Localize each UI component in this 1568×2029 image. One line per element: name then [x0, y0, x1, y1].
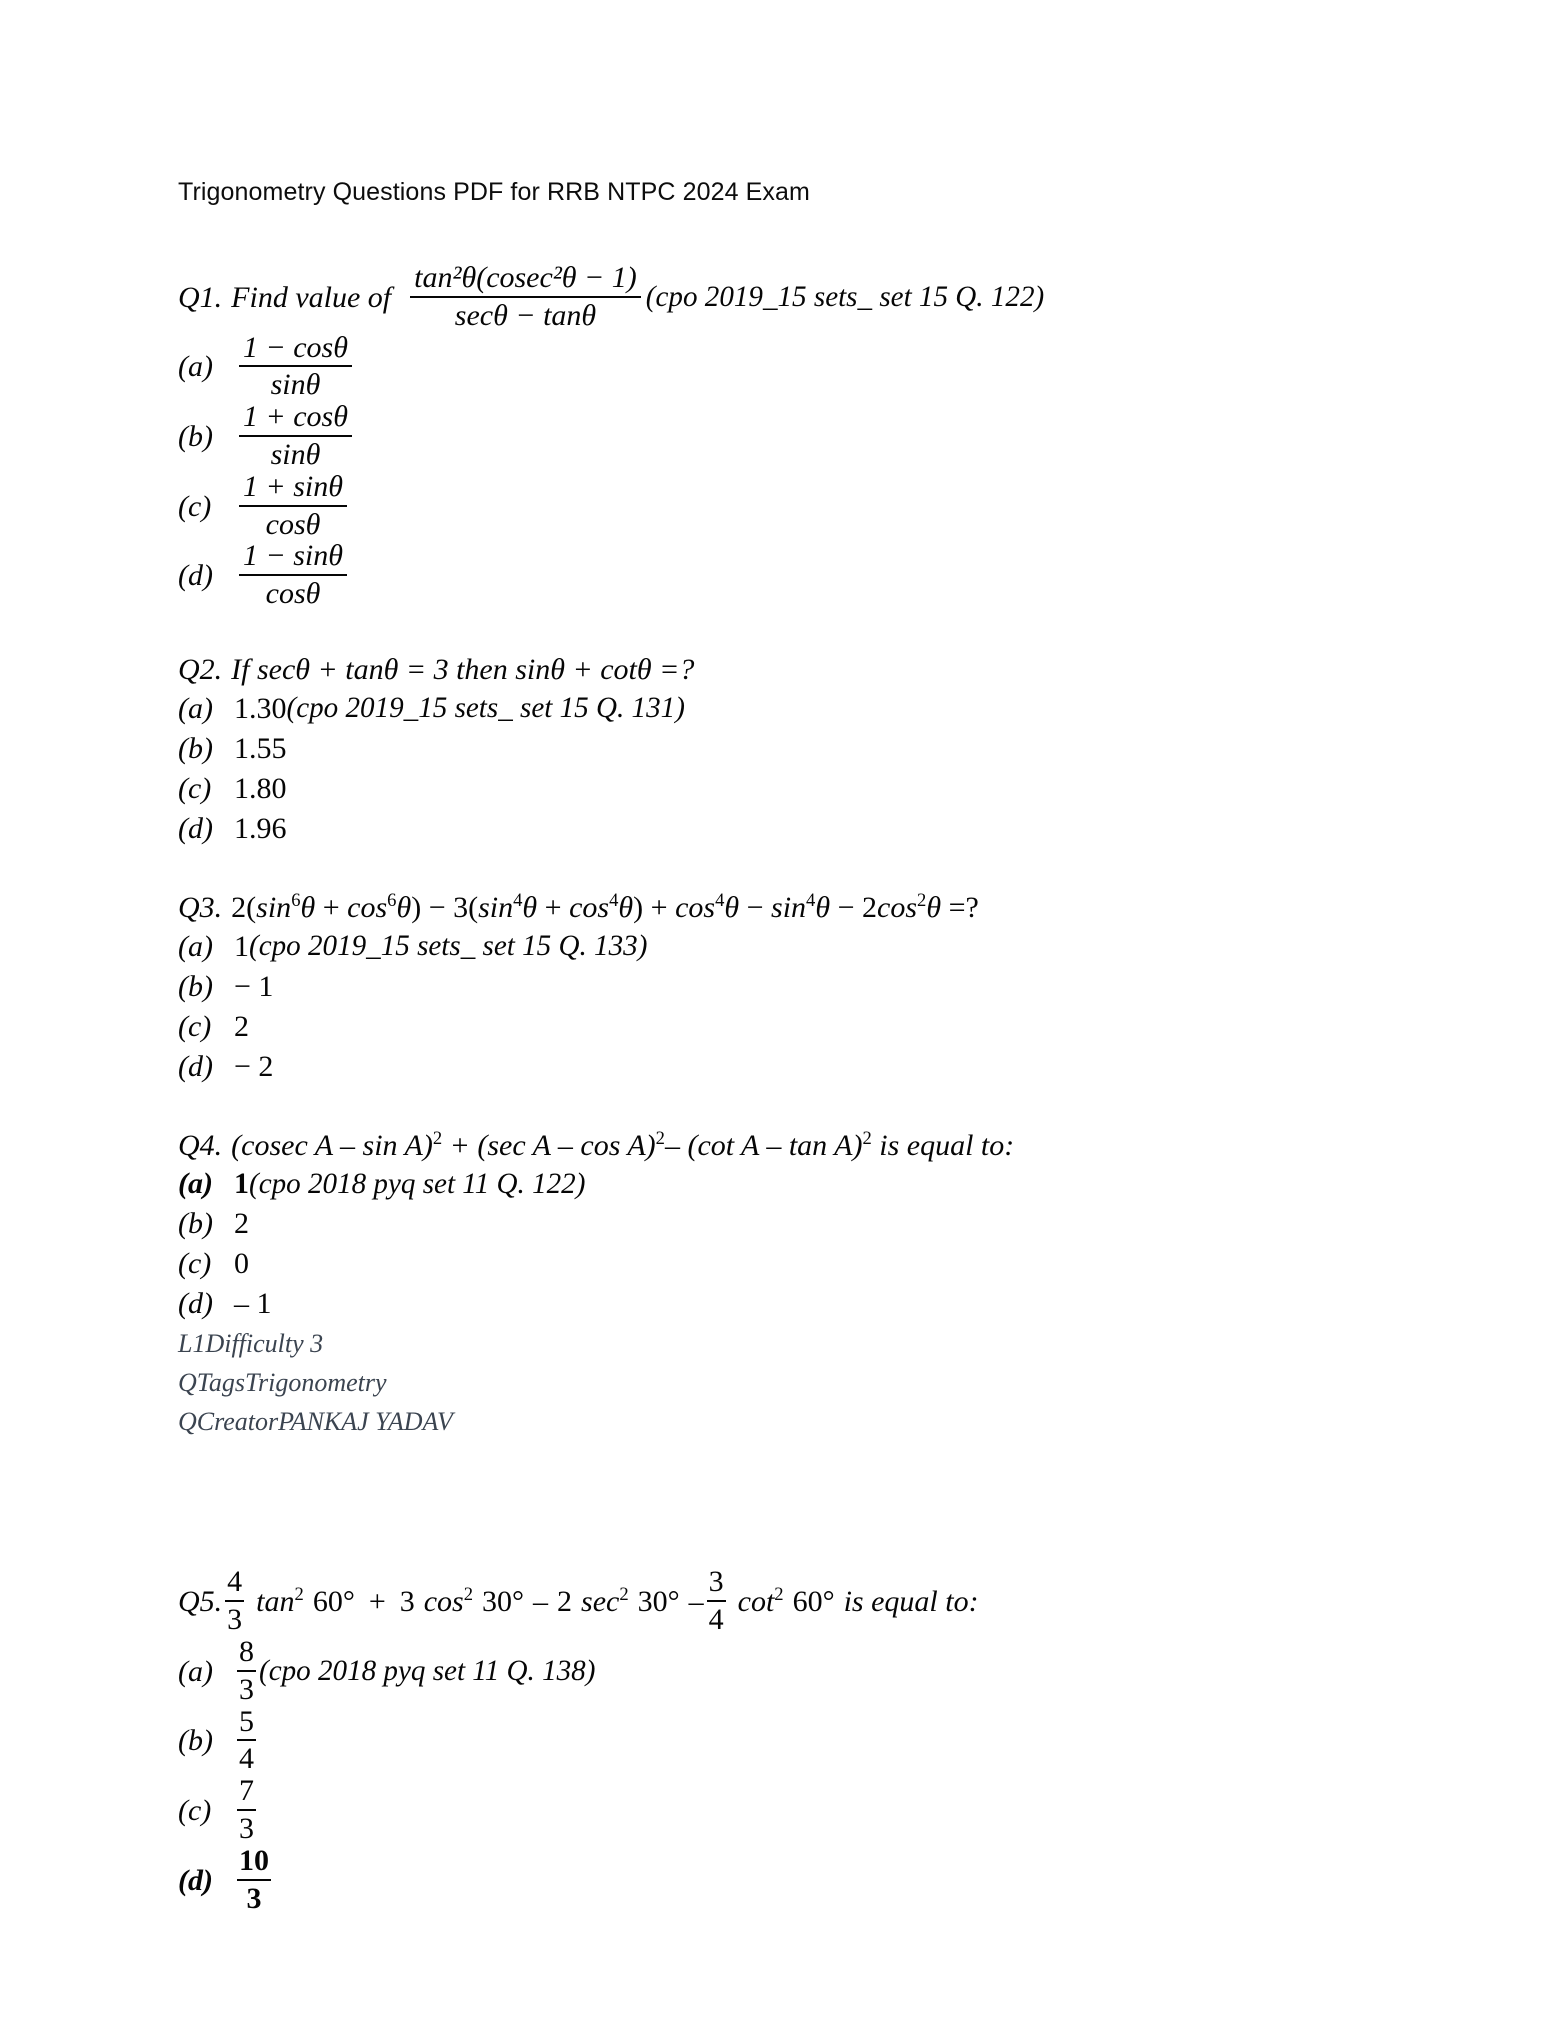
fraction-numerator: 1 − cosθ [243, 330, 348, 364]
option-row[interactable] [178, 1634, 1408, 1707]
option-row[interactable] [178, 769, 1408, 809]
option-value: 1.30 [234, 691, 287, 725]
stem-fraction-q1 [410, 262, 641, 332]
fraction-denominator: cosθ [265, 507, 321, 541]
option-label: (d) [178, 1049, 213, 1083]
angle-3-q5: 30° [637, 1585, 680, 1619]
option-fraction [237, 1706, 256, 1776]
fraction-denominator: 4 [708, 1603, 724, 1637]
option-row[interactable] [178, 1007, 1408, 1047]
option-fraction [239, 540, 347, 610]
fraction-bar [239, 574, 347, 576]
angle-2-q5: 30° [482, 1585, 525, 1619]
question-stem-q2 [178, 651, 1408, 689]
stem-fraction-1-q5 [225, 1566, 244, 1636]
fraction-numerator: 3 [708, 1565, 724, 1599]
option-label: (a) [178, 350, 213, 384]
question-stem-text-q4: (cosec A – sin A)$^2$ + (sec A – cos A)$^2$– (cot A – tan A)$^2$ is equal to: [231, 1127, 1015, 1162]
fraction-bar [237, 1670, 256, 1672]
option-fraction [237, 1775, 256, 1845]
fraction-bar [239, 435, 352, 437]
fraction-denominator: secθ − tanθ [454, 298, 597, 332]
fraction-denominator: 3 [246, 1881, 262, 1915]
coef-2-q5: 3 [399, 1585, 415, 1619]
option-row[interactable] [178, 1284, 1408, 1324]
option-label: (d) [178, 811, 213, 845]
question-block-q4 [178, 1127, 1408, 1442]
fraction-denominator: 3 [239, 1811, 254, 1845]
fraction-bar [410, 296, 641, 298]
question-stem-text-q2: If secθ + tanθ = 3 then sinθ + cotθ =? [231, 652, 695, 686]
metadata-difficulty: L1Difficulty 3 [178, 1329, 324, 1359]
option-fraction [239, 471, 347, 541]
operator-minus-1-q5: – [533, 1585, 549, 1619]
fraction-numerator: 5 [239, 1704, 254, 1738]
option-row[interactable] [178, 689, 1408, 729]
angle-4-q5: 60° [792, 1585, 835, 1619]
option-label: (b) [178, 1724, 213, 1758]
fraction-bar [237, 1879, 271, 1881]
option-row[interactable] [178, 967, 1408, 1007]
option-row[interactable] [178, 1843, 1408, 1916]
option-label: (b) [178, 731, 213, 765]
option-label: (c) [178, 1247, 212, 1281]
fraction-bar [225, 1600, 244, 1602]
option-fraction [237, 1636, 256, 1706]
fraction-denominator: sinθ [270, 437, 321, 471]
page-title: Trigonometry Questions PDF for RRB NTPC 2024 Exam [178, 178, 810, 206]
option-row[interactable] [178, 1244, 1408, 1284]
coef-3-q5: 2 [557, 1585, 573, 1619]
option-fraction [237, 1845, 271, 1915]
option-value: 2 [234, 1009, 249, 1043]
option-label: (d) [178, 1287, 213, 1321]
option-value: 1 [234, 929, 249, 963]
fraction-numerator: 4 [227, 1565, 243, 1599]
option-row[interactable] [178, 1776, 1408, 1846]
fraction-denominator: sinθ [270, 368, 321, 402]
option-value: − 2 [234, 1049, 274, 1083]
question-block-q1 [178, 263, 1408, 611]
option-value: − 1 [234, 969, 274, 1003]
option-label: (b) [178, 1207, 213, 1241]
option-label: (c) [178, 489, 212, 523]
question-number-q3: Q3. [178, 890, 223, 924]
citation-q1: (cpo 2019_15 sets_ set 15 Q. 122) [645, 281, 1045, 314]
question-block-q2 [178, 651, 1408, 849]
question-block-q5 [178, 1567, 1408, 1915]
option-label: (a) [178, 1654, 213, 1688]
fraction-numerator: 10 [239, 1843, 269, 1877]
option-value: 0 [234, 1247, 249, 1281]
question-number-q1: Q1. [178, 280, 223, 314]
option-label: (a) [178, 929, 213, 963]
option-fraction [239, 401, 352, 471]
fraction-numerator: 8 [239, 1634, 254, 1668]
term-tan-q5: $\tan^2$ [256, 1584, 304, 1619]
fraction-bar [707, 1600, 726, 1602]
fraction-numerator: tan²θ(cosec²θ − 1) [414, 261, 637, 294]
citation-q2: (cpo 2019_15 sets_ set 15 Q. 131) [286, 692, 685, 725]
fraction-numerator: 1 − sinθ [243, 539, 343, 573]
option-value: – 1 [234, 1287, 272, 1321]
option-label: (a) [178, 691, 213, 725]
option-row[interactable] [178, 469, 1408, 542]
term-cos-q5: $\cos^2$ [423, 1584, 474, 1619]
option-row[interactable] [178, 330, 1408, 403]
option-value: 1.55 [234, 731, 287, 765]
option-row[interactable] [178, 1164, 1408, 1204]
question-stem-q1 [178, 263, 1408, 333]
term-sec-q5: $\sec^2$ [581, 1584, 629, 1619]
document-content [178, 178, 1408, 1955]
question-stem-tail-q5: is equal to: [843, 1585, 979, 1619]
operator-minus-2-q5: – [688, 1585, 704, 1619]
fraction-denominator: 3 [227, 1603, 243, 1637]
option-label: (c) [178, 771, 212, 805]
option-row[interactable] [178, 541, 1408, 611]
option-label: (d) [178, 1863, 213, 1897]
question-number-q5: Q5. [178, 1585, 223, 1619]
option-value: 1.96 [234, 811, 287, 845]
question-stem-q4 [178, 1127, 1408, 1165]
question-number-q4: Q4. [178, 1128, 223, 1162]
fraction-denominator: 3 [239, 1672, 254, 1706]
option-value: 2 [234, 1207, 249, 1241]
option-label: (a) [178, 1167, 213, 1201]
question-stem-text-q3: $2(\sin^6\theta + \cos^6\theta) - 3(\sin^4\theta + \cos^4\theta) + \cos^4\theta - \sin^4\theta - 2\cos^2\theta$ =? [231, 889, 979, 924]
metadata-qtags: QTagsTrigonometry [178, 1368, 387, 1398]
fraction-bar [239, 505, 347, 507]
option-row[interactable] [178, 809, 1408, 849]
stem-fraction-2-q5 [707, 1566, 726, 1636]
option-row[interactable] [178, 402, 1408, 472]
fraction-numerator: 7 [239, 1774, 254, 1808]
fraction-denominator: cosθ [265, 577, 321, 611]
question-number-q2: Q2. [178, 652, 223, 686]
question-block-q3 [178, 889, 1408, 1087]
section-spacer [178, 1481, 1408, 1567]
question-stem-q3 [178, 889, 1408, 927]
option-row[interactable] [178, 927, 1408, 967]
fraction-bar [237, 1809, 256, 1811]
option-label: (b) [178, 420, 213, 454]
fraction-denominator: 4 [239, 1742, 254, 1776]
citation-q3: (cpo 2019_15 sets_ set 15 Q. 133) [249, 930, 648, 963]
option-label: (c) [178, 1794, 212, 1828]
option-row[interactable] [178, 729, 1408, 769]
term-cot-q5: $\cot^2$ [737, 1584, 784, 1619]
fraction-numerator: 1 + sinθ [243, 469, 343, 503]
option-label: (d) [178, 559, 213, 593]
fraction-numerator: 1 + cosθ [243, 400, 348, 434]
option-row[interactable] [178, 1704, 1408, 1777]
fraction-bar [237, 1739, 256, 1741]
metadata-qcreator: QCreatorPANKAJ YADAV [178, 1407, 453, 1437]
citation-q5: (cpo 2018 pyq set 11 Q. 138) [259, 1655, 596, 1688]
question-stem-prefix-q1: Find value of [231, 280, 392, 314]
option-fraction [239, 332, 352, 402]
citation-q4: (cpo 2018 pyq set 11 Q. 122) [249, 1168, 586, 1201]
option-row[interactable] [178, 1204, 1408, 1244]
angle-1-q5: 60° [312, 1585, 355, 1619]
option-label: (c) [178, 1009, 212, 1043]
option-value: 1.80 [234, 771, 287, 805]
question-stem-q5 [178, 1567, 1408, 1637]
option-value: 1 [234, 1167, 249, 1201]
operator-plus-q5: + [368, 1585, 386, 1619]
option-row[interactable] [178, 1047, 1408, 1087]
option-label: (b) [178, 969, 213, 1003]
fraction-bar [239, 365, 352, 367]
